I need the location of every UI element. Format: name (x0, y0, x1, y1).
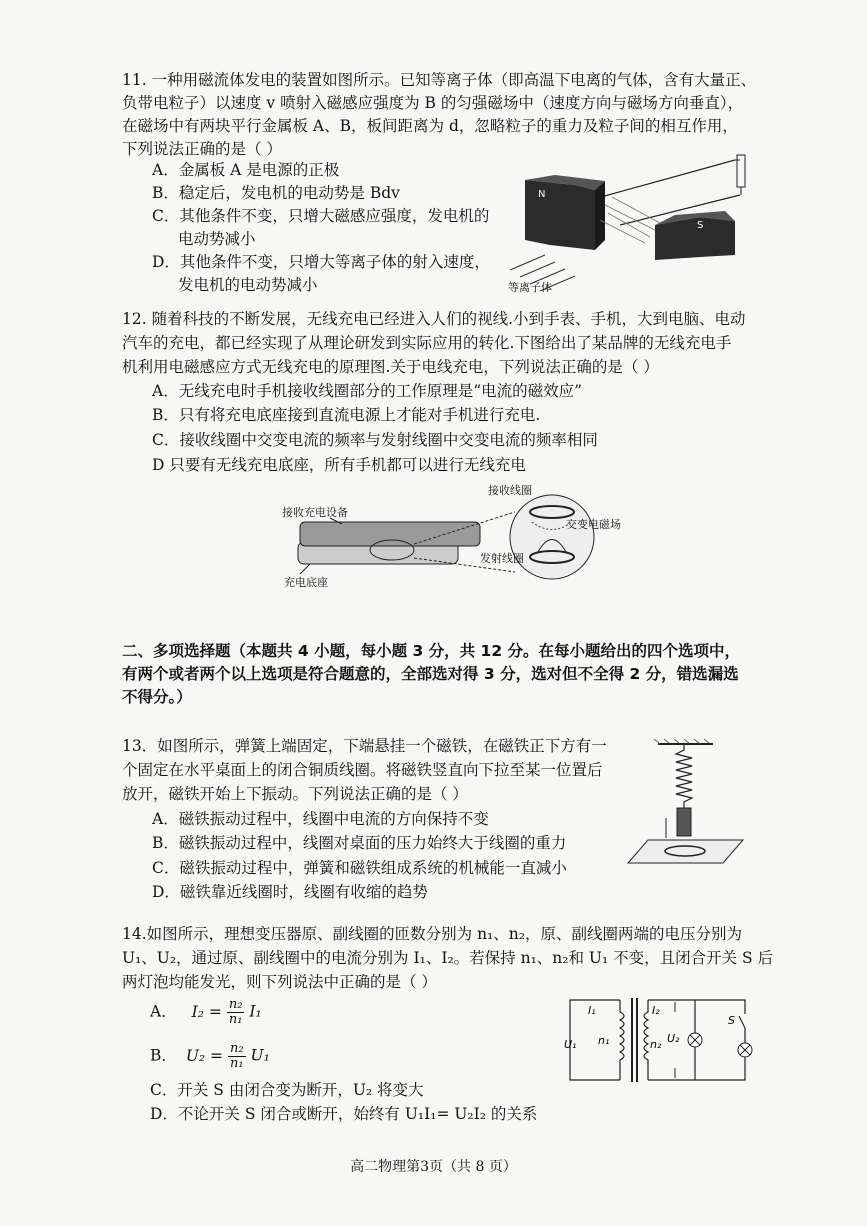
field-label: 交变电磁场 (566, 518, 621, 531)
q13-line-2: 个固定在水平桌面上的闭合铜质线圈。将磁铁竖直向下拉至某一位置后 (122, 761, 603, 779)
q11-option-c: C．其他条件不变，只增大磁感应强度，发电机的 (152, 207, 490, 225)
q12-option-b: B．只有将充电底座接到直流电源上才能对手机进行充电. (152, 406, 541, 424)
magnet-s (655, 211, 735, 260)
q11-line-4: 下列说法正确的是（ ） (122, 140, 282, 158)
secondary-coil (644, 1000, 648, 1080)
q11-line-3: 在磁场中有两块平行金属板 A、B，板间距离为 d，忽略粒子的重力及粒子间的相互作用， (122, 117, 738, 135)
q14-line-3: 两灯泡均能发光，则下列说法中正确的是（ ） (122, 973, 437, 991)
q13-line-1: 13．如图所示，弹簧上端固定，下端悬挂一个磁铁，在磁铁正下方有一 (122, 737, 607, 755)
circuit-u1: U₁ (564, 1038, 577, 1051)
magnet-n-label: N (538, 189, 546, 200)
q11-option-d-cont: 发电机的电动势减小 (178, 276, 318, 294)
q14-line-1: 14.如图所示，理想变压器原、副线圈的匝数分别为 n₁、n₂，原、副线圈两端的电压分别为 (122, 925, 742, 943)
q12-option-a: A．无线充电时手机接收线圈部分的工作原理是“电流的磁效应” (152, 382, 583, 400)
q14-option-a (150, 998, 262, 1027)
q14-option-b-fraction (228, 1042, 246, 1071)
transmit-coil-label: 发射线圈 (480, 552, 524, 565)
q12-line-3: 机利用电磁感应方式无线充电的原理图.关于电线充电，下列说法正确的是（ ） (122, 358, 659, 376)
q14-option-b (150, 1042, 270, 1071)
q14-option-d: D．不论开关 S 闭合或断开，始终有 U₁I₁= U₂I₂ 的关系 (150, 1105, 538, 1123)
q14-line-2: U₁、U₂，通过原、副线圈中的电流分别为 I₁、I₂。若保持 n₁、n₂和 U₁ 不变，且闭合开关 S 后 (122, 949, 774, 967)
circuit-s: S (728, 1014, 735, 1027)
spring-magnet-figure (618, 738, 748, 868)
q11-option-a: A．金属板 A 是电源的正极 (152, 161, 340, 179)
q13-option-d: D．磁铁靠近线圈时，线圈有收缩的趋势 (152, 883, 428, 901)
receive-coil-label: 接收线圈 (488, 484, 532, 497)
q11-line-2: 负带电粒子）以速度 v 喷射入磁感应强度为 B 的匀强磁场中（速度方向与磁场方向垂直）， (122, 94, 744, 112)
q12-line-1: 12. 随着科技的不断发展，无线充电已经进入人们的视线.小到手表、手机，大到电脑、电动 (122, 310, 746, 328)
magnet (677, 808, 691, 836)
circuit-i2: I₂ (652, 1004, 660, 1017)
circuit-i1: I₁ (588, 1004, 596, 1017)
primary-coil (620, 1000, 624, 1080)
spring (676, 744, 692, 808)
q14-option-a-numerator: n₂ (228, 997, 243, 1012)
q14-option-b-numerator: n₂ (229, 1041, 244, 1056)
section-2-line-3: 不得分。） (122, 688, 192, 706)
phone-device (300, 522, 480, 546)
q12-option-c: C．接收线圈中交变电流的频率与发射线圈中交变电流的频率相同 (152, 431, 598, 449)
q14-option-b-denominator: n₁ (229, 1056, 244, 1071)
circuit-u2: U₂ (667, 1032, 680, 1045)
q12-line-2: 汽车的充电，都已经实现了从理论研发到实际应用的转化.下图给出了某品牌的无线充电手 (122, 334, 732, 352)
q14-option-a-rhs: I₁ (249, 1002, 262, 1021)
magnet-n (525, 175, 605, 250)
q11-option-d: D．其他条件不变，只增大等离子体的射入速度， (152, 253, 490, 271)
wireless-charging-figure (270, 482, 670, 592)
q14-option-a-lhs: I₂ = (191, 1002, 222, 1021)
q14-option-c: C．开关 S 由闭合变为断开，U₂ 将变大 (150, 1081, 424, 1099)
q13-option-b: B．磁铁振动过程中，线圈对桌面的压力始终大于线圈的重力 (152, 834, 567, 852)
q11-option-b: B．稳定后，发电机的电动势是 Bdv (152, 184, 400, 202)
q14-option-a-denominator: n₁ (228, 1012, 243, 1027)
magnet-s-label: S (697, 220, 704, 231)
q13-line-3: 放开，磁铁开始上下振动。下列说法正确的是（ ） (122, 785, 468, 803)
page-footer: 高二物理第3页（共 8 页） (350, 1159, 517, 1175)
section-2-line-1: 二、多项选择题（本题共 4 小题，每小题 3 分，共 12 分。在每小题给出的四个选项中， (122, 642, 741, 660)
plasma-label: 等离子体 (508, 281, 552, 294)
device-label: 接收充电设备 (282, 506, 348, 519)
q12-option-d: D 只要有无线充电底座，所有手机都可以进行无线充电 (152, 456, 526, 474)
table-surface (628, 840, 743, 863)
circuit-n2: n₂ (650, 1038, 662, 1051)
q13-option-a: A．磁铁振动过程中，线圈中电流的方向保持不变 (152, 810, 489, 828)
transformer-circuit-figure (560, 990, 760, 1090)
q14-option-b-label: B． (150, 1046, 177, 1065)
q14-option-b-rhs: U₁ (250, 1046, 270, 1065)
q11-line-1: 11. 一种用磁流体发电的装置如图所示。已知等离子体（即高温下电离的气体，含有大量正、 (122, 71, 757, 89)
q13-option-c: C．磁铁振动过程中，弹簧和磁铁组成系统的机械能一直减小 (152, 859, 567, 877)
q14-option-a-label: A． (150, 1002, 177, 1021)
q14-option-a-fraction (227, 998, 245, 1027)
q14-option-b-lhs: U₂ = (185, 1046, 224, 1065)
q11-option-c-cont: 电动势减小 (178, 230, 256, 248)
circuit-n1: n₁ (598, 1034, 610, 1047)
mhd-generator-figure (500, 145, 760, 295)
section-2-line-2: 有两个或者两个以上选项是符合题意的，全部选对得 3 分，选对但不全得 2 分，错选漏选 (122, 665, 739, 683)
base-label: 充电底座 (284, 576, 328, 589)
